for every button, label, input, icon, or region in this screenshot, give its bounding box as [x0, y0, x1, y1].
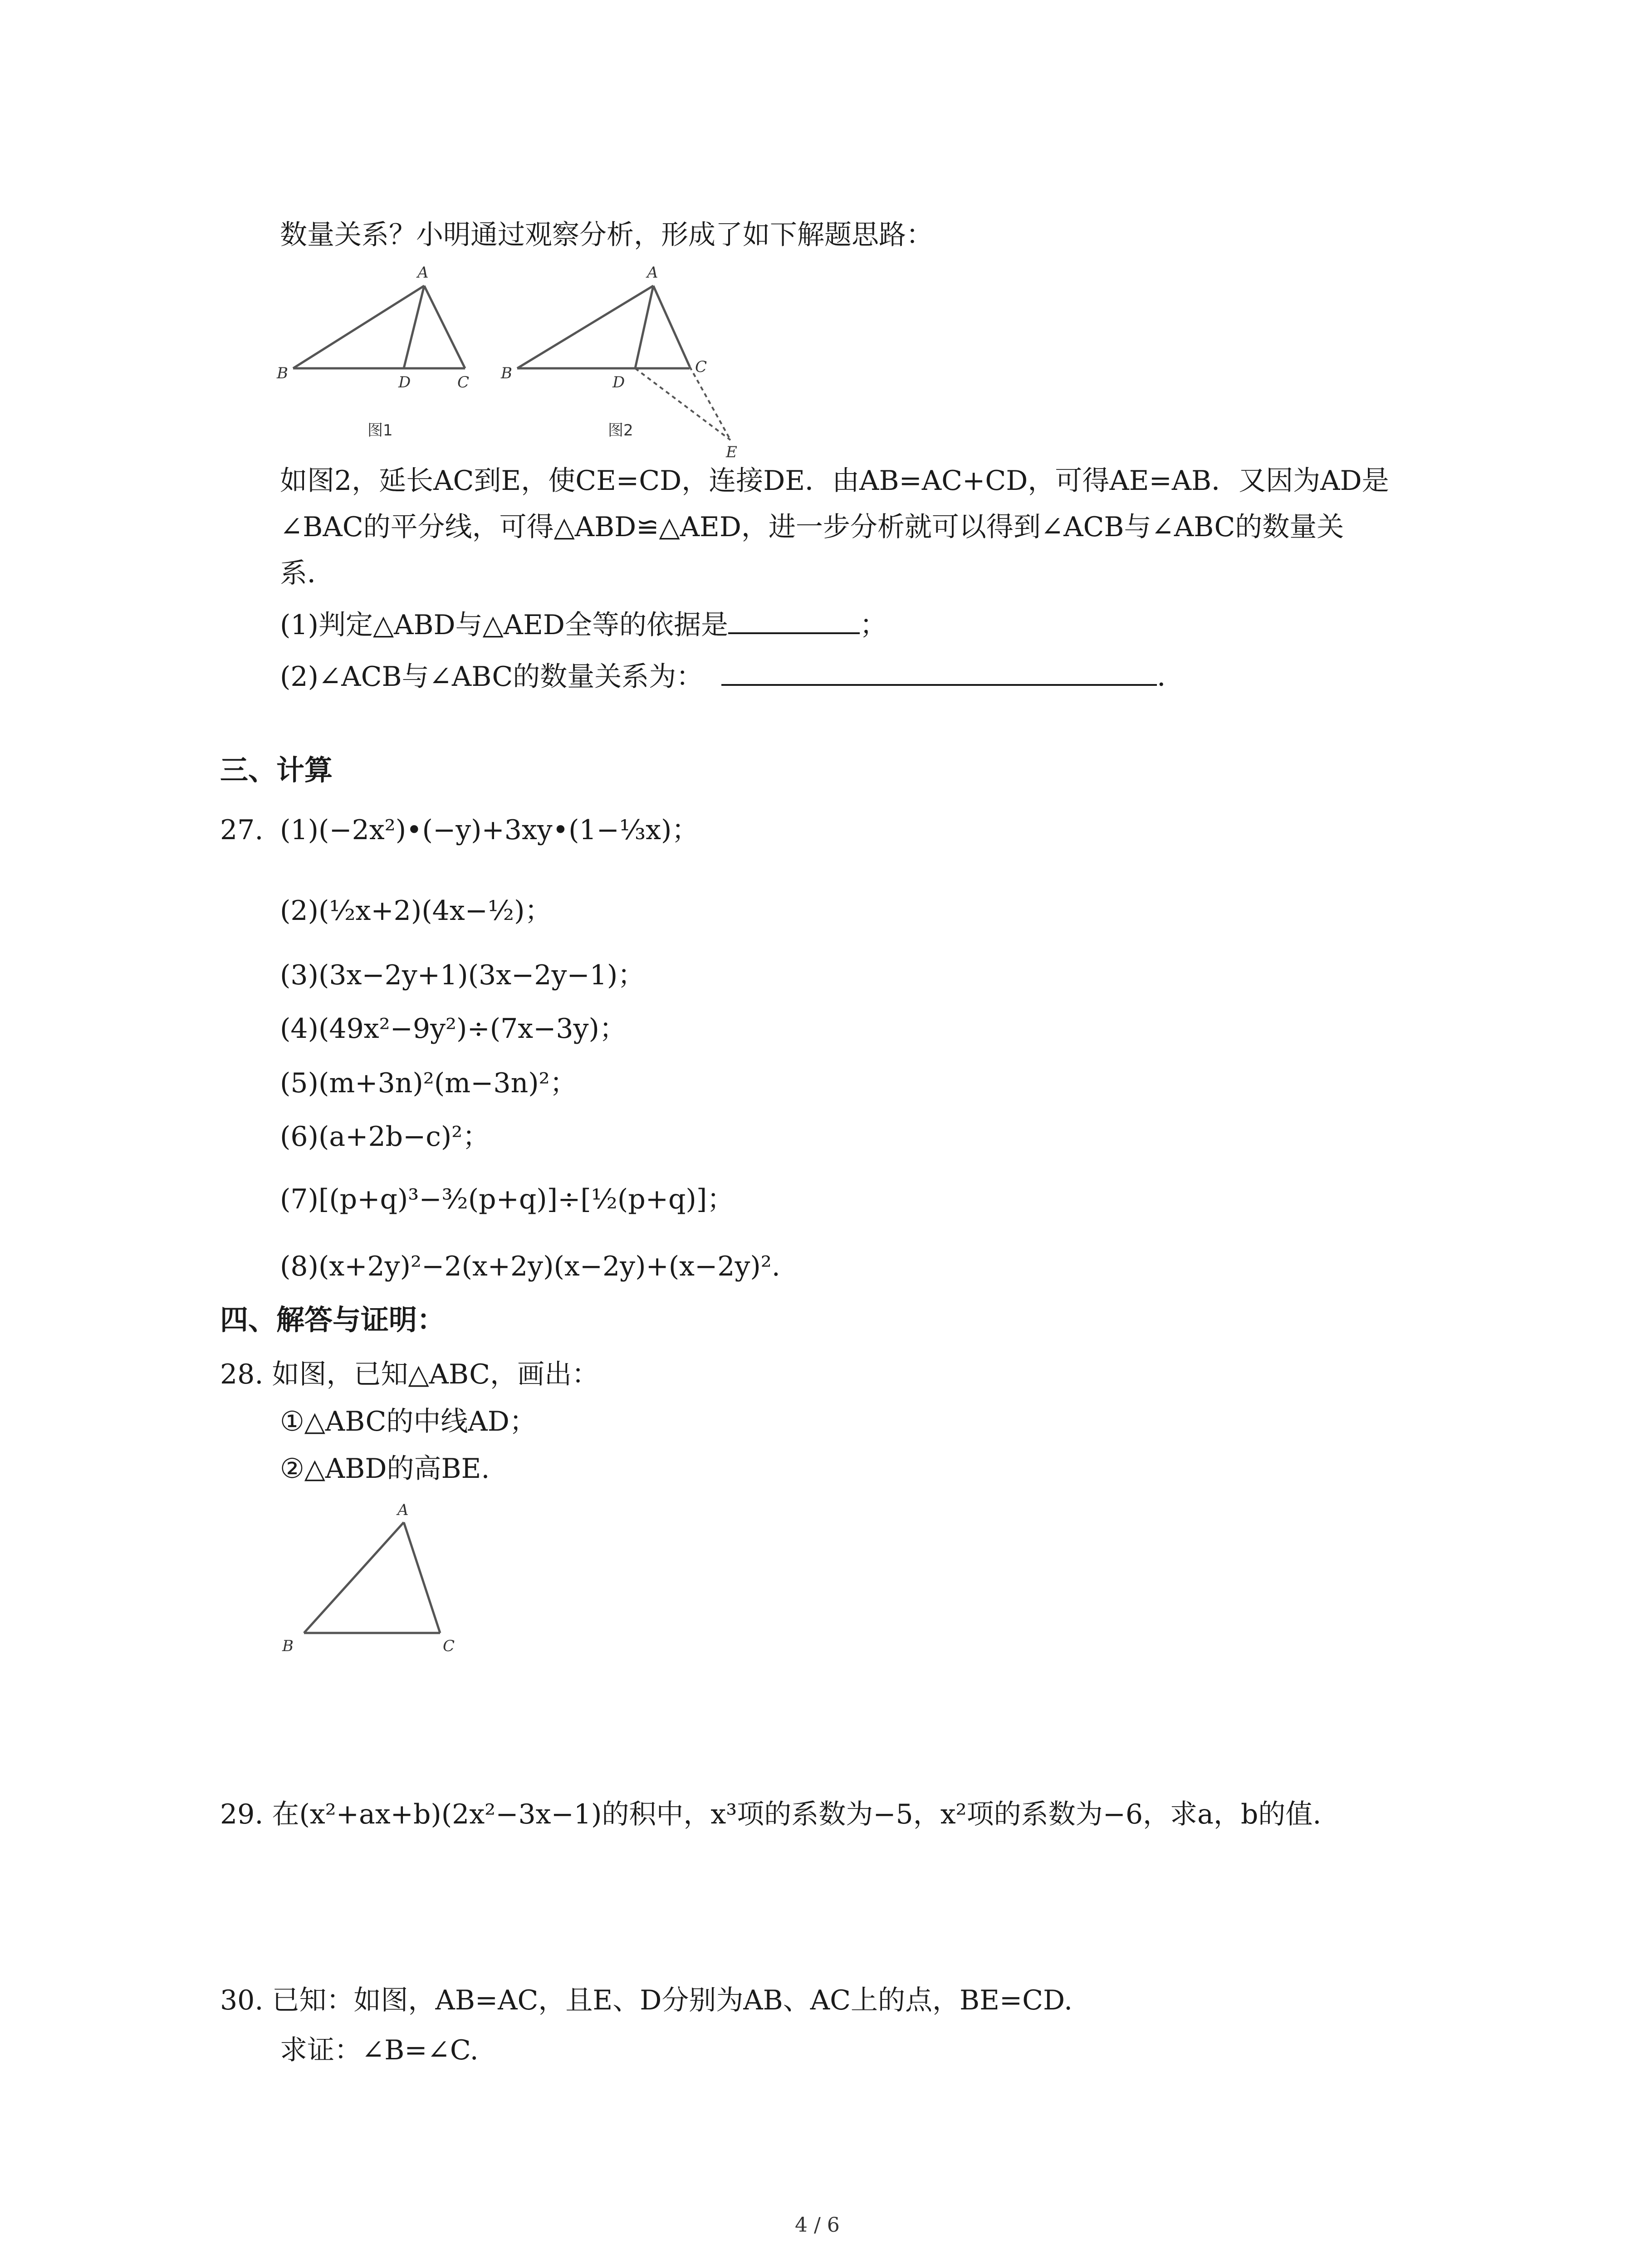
q30-line-2: 求证：∠B=∠C. — [280, 2034, 479, 2066]
section-4-title: 四、解答与证明： — [220, 1303, 446, 1336]
figure-2-label-e: E — [726, 443, 737, 461]
q28-line-3: ②△ABD的高BE. — [280, 1453, 490, 1485]
q26-part-2-end: ． — [1157, 661, 1185, 693]
q28-line-2: ①△ABC的中线AD； — [280, 1406, 537, 1437]
q30-line-1: 30. 已知：如图，AB=AC，且E、D分别为AB、AC上的点，BE=CD. — [220, 1984, 1073, 2016]
answer-blank-1[interactable] — [728, 605, 860, 634]
figure-1-label-d: D — [398, 373, 411, 391]
page-number: 4 / 6 — [795, 2214, 840, 2237]
q27-item-5: (5)(m+3n)²(m−3n)²； — [280, 1067, 577, 1099]
figure-1 — [272, 259, 481, 458]
q27-number: 27. — [220, 814, 264, 846]
q26-part-1-text: (1)判定△ABD与△AED全等的依据是 — [280, 609, 729, 641]
figure-2-label-d: D — [612, 373, 625, 391]
figure-2-label-c: C — [695, 358, 707, 376]
q28-line-1: 28. 如图，已知△ABC，画出： — [220, 1359, 599, 1390]
figure-3-label-a: A — [397, 1501, 409, 1519]
figure-2 — [499, 259, 780, 467]
q27-item-1: (1)(−2x²)•(−y)+3xy•(1−⅓x)； — [280, 814, 699, 846]
q26-part-2 — [280, 657, 1184, 695]
analysis-line-3: 系． — [280, 557, 334, 589]
q27-item-4: (4)(49x²−9y²)÷(7x−3y)； — [280, 1013, 627, 1045]
q26-part-2-text: (2)∠ACB与∠ABC的数量关系为： — [280, 661, 704, 693]
q27-item-7: (7)[(p+q)³−³⁄₂(p+q)]÷[½(p+q)]； — [280, 1183, 735, 1215]
figure-3-label-c: C — [443, 1637, 455, 1655]
q27-item-2: (2)(½x+2)(4x−½)； — [280, 895, 552, 927]
figure-2-caption: 图2 — [608, 421, 633, 440]
figure-2-label-a: A — [647, 264, 658, 282]
q29-line-1: 29. 在(x²+ax+b)(2x²−3x−1)的积中，x³项的系数为−5，x²项的系数为−6，求a，b的值. — [220, 1799, 1322, 1830]
analysis-line-2: ∠BAC的平分线，可得△ABD≌△AED，进一步分析就可以得到∠ACB与∠ABC的数量关 — [280, 511, 1344, 543]
q26-part-1 — [280, 605, 887, 643]
figure-1-label-c: C — [457, 373, 470, 391]
intro-line: 数量关系？小明通过观察分析，形成了如下解题思路： — [280, 219, 933, 251]
q27-item-6: (6)(a+2b−c)²； — [280, 1121, 490, 1153]
figure-2-label-b: B — [501, 364, 512, 382]
figure-1-label-b: B — [277, 364, 288, 382]
figure-3 — [272, 1497, 472, 1669]
section-3-title: 三、计算 — [220, 753, 333, 787]
figure-1-label-a: A — [417, 264, 429, 282]
figure-3-label-b: B — [282, 1637, 294, 1655]
analysis-line-1: 如图2，延长AC到E，使CE=CD，连接DE．由AB=AC+CD，可得AE=AB．又因为AD是 — [280, 465, 1389, 497]
q27-item-3: (3)(3x−2y+1)(3x−2y−1)； — [280, 959, 645, 991]
q27-item-8: (8)(x+2y)²−2(x+2y)(x−2y)+(x−2y)². — [280, 1251, 780, 1282]
q26-part-1-end: ； — [860, 609, 887, 641]
answer-blank-2[interactable] — [721, 657, 1157, 686]
figure-1-caption: 图1 — [367, 421, 393, 440]
